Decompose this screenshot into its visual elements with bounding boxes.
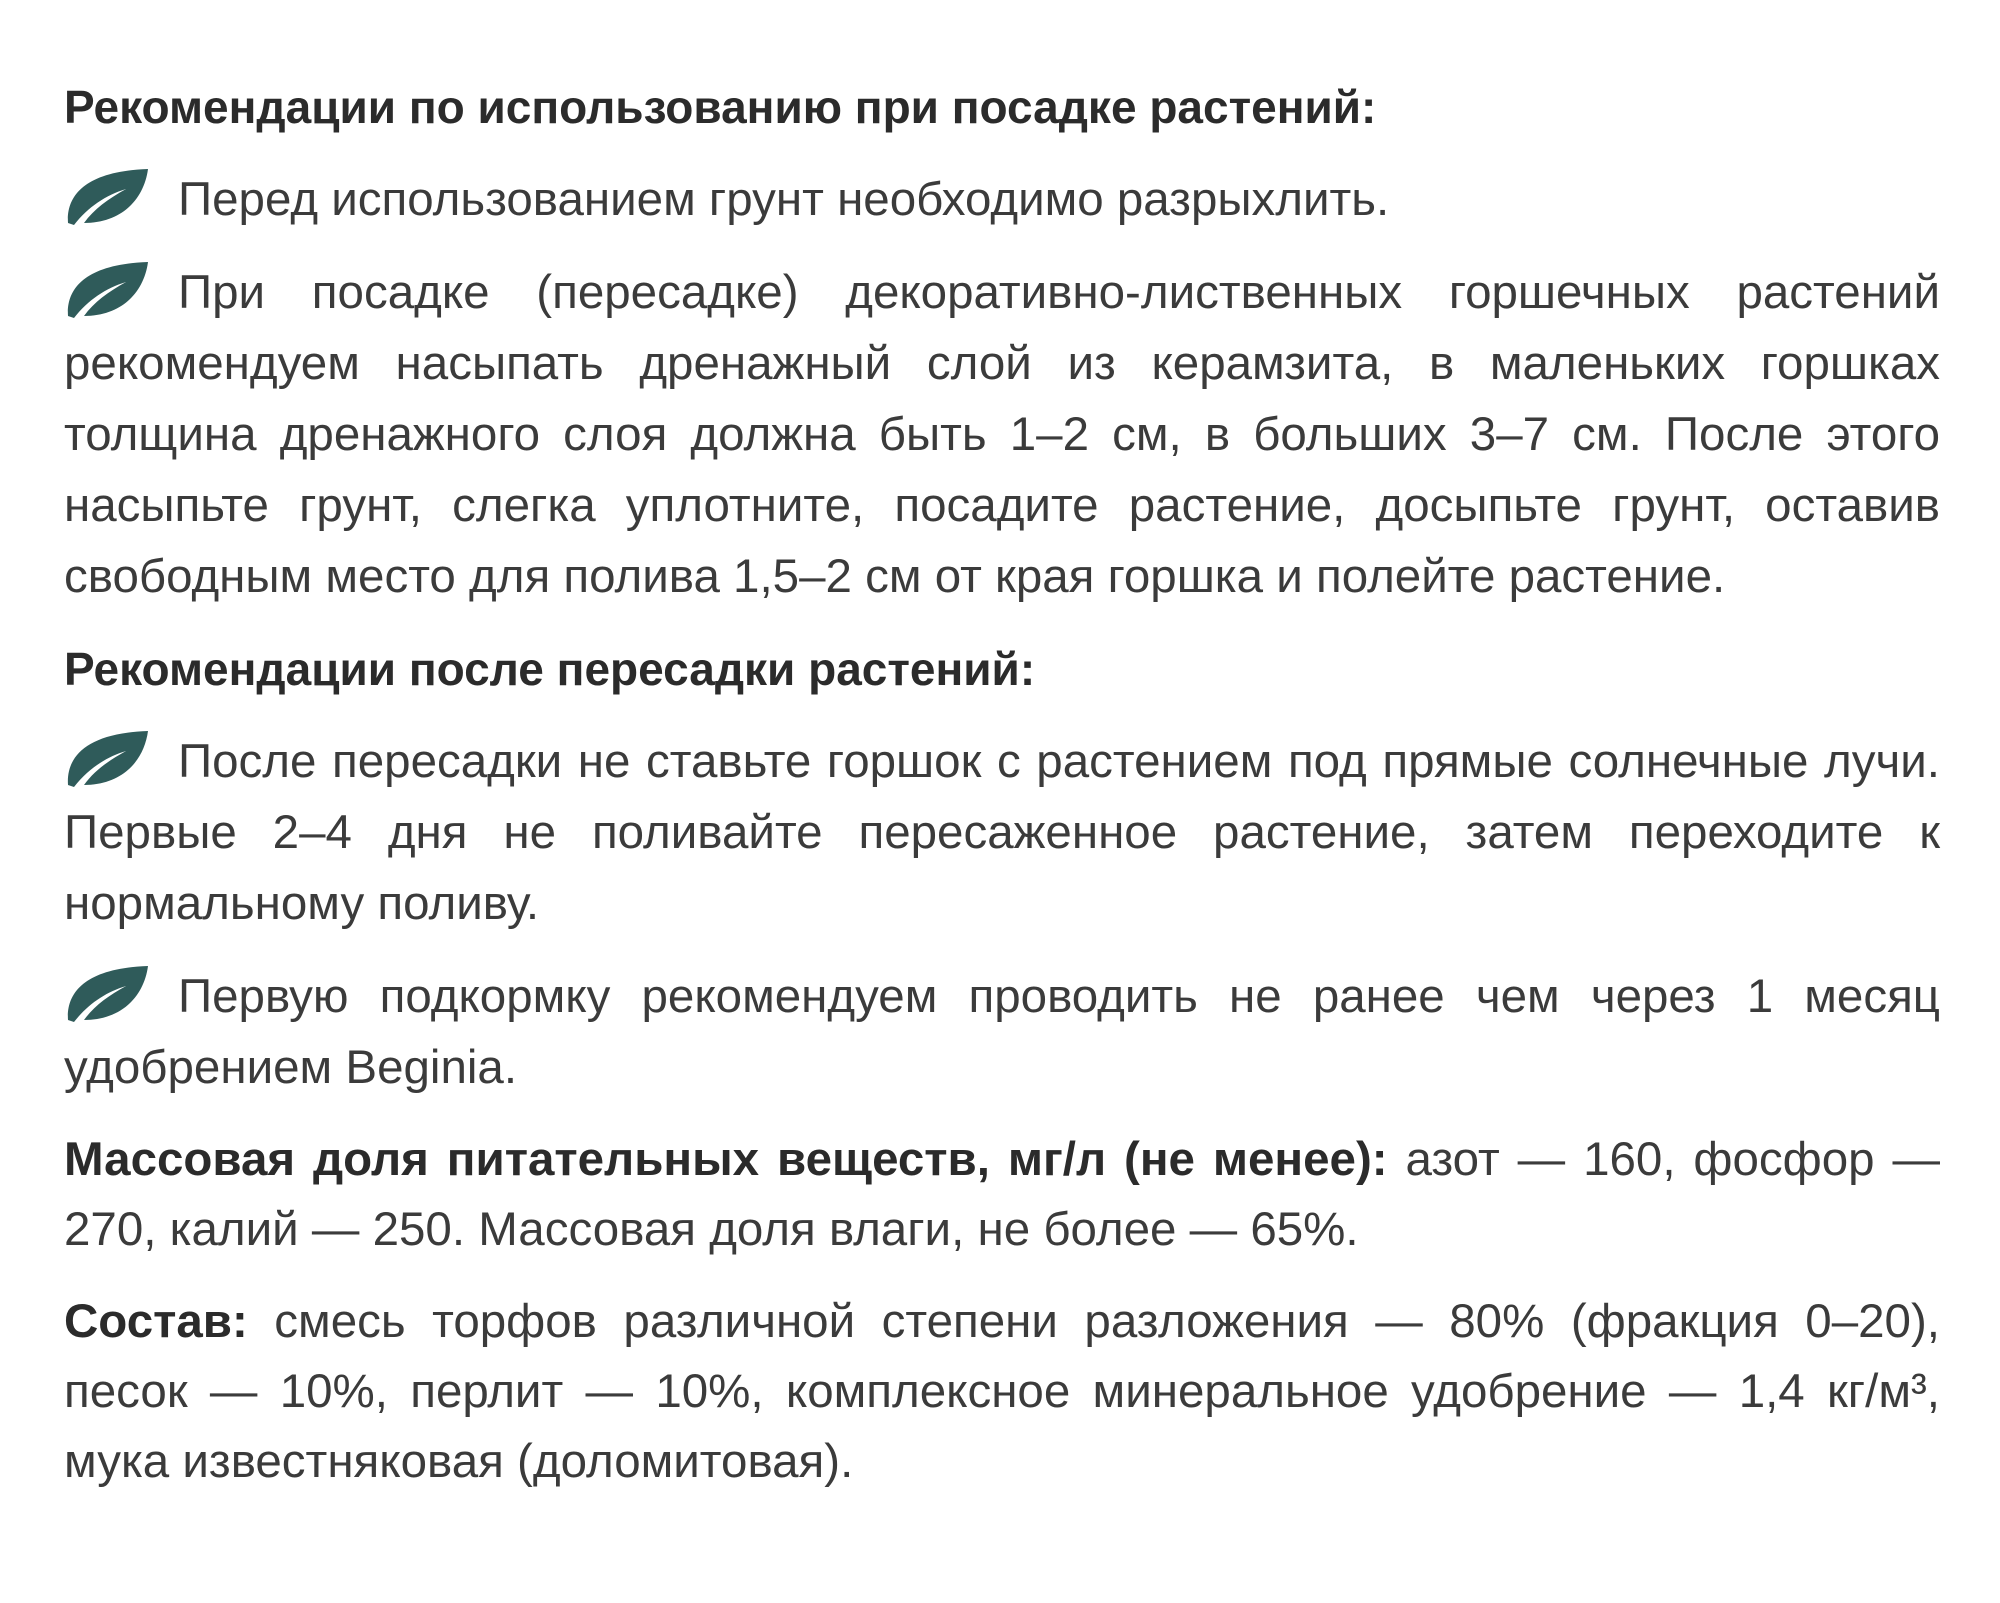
nutrients-text: азот — 160, фосфор — 270, калий — 250. Массовая доля влаги, не более — 65%. — [64, 1133, 1940, 1256]
list-item-text: При посадке (пересадке) декоративно-лиственных горшечных растений рекомендуем насыпать дренажный слой из керамзита, в маленьких горшках толщина дренажного слоя должна быть 1–2 см, в больших 3–7 см. После этого насыпьте грунт, слегка уплотните, посадите растение, досыпьте грунт, оставив свободным место для полива 1,5–2 см от края горшка и полейте растение. — [64, 266, 1940, 603]
composition-label: Состав: — [64, 1295, 248, 1348]
document-body — [64, 72, 1940, 1519]
nutrients-paragraph — [64, 1125, 1940, 1265]
list-item-text: Перед использованием грунт необходимо разрыхлить. — [178, 173, 1390, 226]
leaf-icon — [64, 962, 150, 1024]
list-item-text: После пересадки не ставьте горшок с растением под прямые солнечные лучи. Первые 2–4 дня не поливайте пересаженное растение, затем переходите к нормальному поливу. — [64, 735, 1940, 930]
list-item — [64, 961, 1940, 1103]
composition-text: смесь торфов различной степени разложения — 80% (фракция 0–20), песок — 10%, перлит — 10%, комплексное минеральное удобрение — 1,4 кг/м³, мука известняковая (доломитовая). — [64, 1295, 1940, 1488]
list-item-text: Первую подкормку рекомендуем проводить не ранее чем через 1 месяц удобрением Beginia. — [64, 970, 1940, 1094]
section-heading-after-transplant: Рекомендации после пересадки растений: — [64, 643, 1036, 695]
leaf-icon — [64, 258, 150, 320]
section-heading-planting: Рекомендации по использованию при посадке растений: — [64, 81, 1377, 133]
leaf-icon — [64, 165, 150, 227]
composition-paragraph — [64, 1287, 1940, 1497]
list-item — [64, 726, 1940, 939]
list-item — [64, 257, 1940, 612]
nutrients-label: Массовая доля питательных веществ, мг/л (не менее): — [64, 1133, 1388, 1186]
leaf-icon — [64, 727, 150, 789]
list-item — [64, 164, 1940, 235]
